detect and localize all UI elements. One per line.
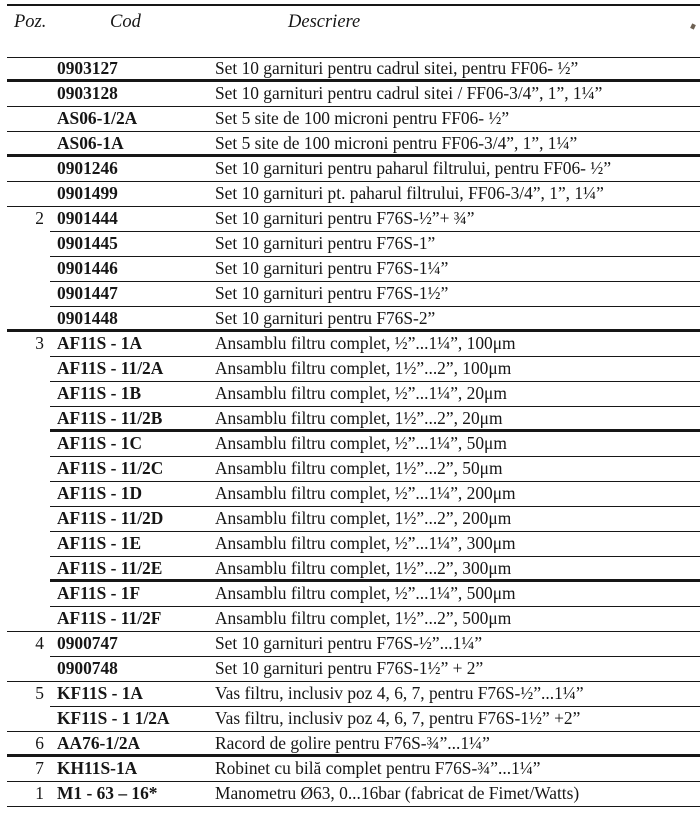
table-row: [0, 607, 700, 632]
descriere-cell: Set 10 garnituri pentru cadrul sitei, pentru FF06- ½”: [215, 58, 579, 78]
poz-cell: [0, 157, 44, 182]
cod-cell: AF11S - 1D: [57, 483, 143, 503]
table-row: [0, 282, 700, 307]
cod-cell: AF11S - 11/2E: [57, 558, 163, 578]
table-row: [0, 357, 700, 382]
table-row: [0, 407, 700, 432]
table-row: [0, 307, 700, 332]
poz-cell: [0, 432, 44, 457]
table-row: [0, 332, 700, 357]
poz-cell: 1: [35, 783, 44, 803]
descriere-cell: Ansamblu filtru complet, ½”...1¼”, 200μm: [215, 483, 516, 503]
poz-cell: [0, 232, 44, 257]
cod-cell: AF11S - 1C: [57, 433, 143, 453]
cod-cell: AF11S - 11/2B: [57, 408, 163, 428]
poz-cell: 2: [35, 208, 44, 228]
cod-cell: M1 - 63 – 16*: [57, 783, 158, 803]
poz-cell: 7: [35, 758, 44, 778]
poz-cell: [0, 182, 44, 207]
table-row: [0, 557, 700, 582]
table-row: [0, 582, 700, 607]
poz-cell: [0, 707, 44, 732]
descriere-cell: Set 10 garnituri pentru F76S-1½” + 2”: [215, 658, 484, 678]
cod-cell: AF11S - 11/2D: [57, 508, 164, 528]
table-row: [0, 82, 700, 107]
row-separator: [7, 806, 700, 807]
column-header-cod: Cod: [110, 12, 141, 32]
poz-cell: [0, 607, 44, 632]
descriere-cell: Set 10 garnituri pentru F76S-½”+ ¾”: [215, 208, 475, 228]
poz-cell: [0, 407, 44, 432]
table-row: [0, 682, 700, 707]
descriere-cell: Ansamblu filtru complet, 1½”...2”, 200μm: [215, 508, 512, 528]
table-row: [0, 757, 700, 782]
poz-cell: [0, 82, 44, 107]
descriere-cell: Set 10 garnituri pentru F76S-1½”: [215, 283, 449, 303]
descriere-cell: Set 10 garnituri pentru F76S-½”...1¼”: [215, 633, 483, 653]
poz-cell: [0, 582, 44, 607]
descriere-cell: Set 10 garnituri pentru cadrul sitei / FF06-3/4”, 1”, 1¼”: [215, 83, 603, 103]
descriere-cell: Ansamblu filtru complet, 1½”...2”, 100μm: [215, 358, 512, 378]
descriere-cell: Ansamblu filtru complet, 1½”...2”, 300μm: [215, 558, 512, 578]
poz-cell: [0, 57, 44, 82]
cod-cell: AF11S - 11/2C: [57, 458, 164, 478]
table-row: [0, 57, 700, 82]
descriere-cell: Set 10 garnituri pentru F76S-1¼”: [215, 258, 449, 278]
poz-cell: 3: [35, 333, 44, 353]
cod-cell: AS06-1A: [57, 133, 124, 153]
descriere-cell: Vas filtru, inclusiv poz 4, 6, 7, pentru F76S-1½” +2”: [215, 708, 581, 728]
table-row: [0, 207, 700, 232]
poz-cell: [0, 132, 44, 157]
table-row: [0, 482, 700, 507]
poz-cell: [0, 657, 44, 682]
cod-cell: AA76-1/2A: [57, 733, 141, 753]
table-row: [0, 657, 700, 682]
cod-cell: AF11S - 11/2F: [57, 608, 162, 628]
descriere-cell: Manometru Ø63, 0...16bar (fabricat de Fimet/Watts): [215, 783, 580, 803]
poz-cell: [0, 557, 44, 582]
descriere-cell: Set 5 site de 100 microni pentru FF06-3/4”, 1”, 1¼”: [215, 133, 578, 153]
descriere-cell: Set 10 garnituri pt. paharul filtrului, FF06-3/4”, 1”, 1¼”: [215, 183, 604, 203]
poz-cell: [0, 482, 44, 507]
table-row: [0, 182, 700, 207]
cod-cell: AS06-1/2A: [57, 108, 138, 128]
poz-cell: [0, 257, 44, 282]
cod-cell: 0901447: [57, 283, 118, 303]
poz-cell: [0, 532, 44, 557]
poz-cell: [0, 382, 44, 407]
table-row: [0, 107, 700, 132]
descriere-cell: Ansamblu filtru complet, ½”...1¼”, 50μm: [215, 433, 507, 453]
descriere-cell: Ansamblu filtru complet, 1½”...2”, 50μm: [215, 458, 503, 478]
table-row: [0, 782, 700, 807]
descriere-cell: Set 5 site de 100 microni pentru FF06- ½”: [215, 108, 510, 128]
table-row: [0, 532, 700, 557]
table-row: [0, 257, 700, 282]
cod-cell: 0900747: [57, 633, 118, 653]
descriere-cell: Set 10 garnituri pentru F76S-2”: [215, 308, 436, 328]
descriere-cell: Ansamblu filtru complet, ½”...1¼”, 100μm: [215, 333, 516, 353]
table-row: [0, 232, 700, 257]
descriere-cell: Robinet cu bilă complet pentru F76S-¾”...1¼”: [215, 758, 541, 778]
table-header: [0, 6, 700, 57]
poz-cell: [0, 357, 44, 382]
cod-cell: 0901448: [57, 308, 118, 328]
poz-cell: 4: [35, 633, 44, 653]
table-row: [0, 732, 700, 757]
poz-cell: 6: [35, 733, 44, 753]
descriere-cell: Set 10 garnituri pentru F76S-1”: [215, 233, 436, 253]
cod-cell: AF11S - 1F: [57, 583, 141, 603]
cod-cell: 0901445: [57, 233, 118, 253]
descriere-cell: Set 10 garnituri pentru paharul filtrului, pentru FF06- ½”: [215, 158, 612, 178]
column-header-poz: Poz.: [14, 12, 47, 32]
cod-cell: 0901444: [57, 208, 118, 228]
poz-cell: [0, 507, 44, 532]
cod-cell: 0903127: [57, 58, 118, 78]
table-body: [0, 57, 700, 807]
column-header-descriere: Descriere: [288, 12, 361, 32]
descriere-cell: Ansamblu filtru complet, ½”...1¼”, 500μm: [215, 583, 516, 603]
table-row: [0, 507, 700, 532]
poz-cell: [0, 282, 44, 307]
cod-cell: 0900748: [57, 658, 118, 678]
cod-cell: KH11S-1A: [57, 758, 138, 778]
table-row: [0, 132, 700, 157]
poz-cell: 5: [35, 683, 44, 703]
cod-cell: 0901246: [57, 158, 118, 178]
cod-cell: KF11S - 1A: [57, 683, 143, 703]
descriere-cell: Vas filtru, inclusiv poz 4, 6, 7, pentru F76S-½”...1¼”: [215, 683, 584, 703]
table-row: [0, 632, 700, 657]
descriere-cell: Ansamblu filtru complet, ½”...1¼”, 20μm: [215, 383, 507, 403]
descriere-cell: Racord de golire pentru F76S-¾”...1¼”: [215, 733, 490, 753]
poz-cell: [0, 107, 44, 132]
table-row: [0, 157, 700, 182]
cod-cell: 0901446: [57, 258, 118, 278]
descriere-cell: Ansamblu filtru complet, ½”...1¼”, 300μm: [215, 533, 516, 553]
table-row: [0, 432, 700, 457]
table-row: [0, 457, 700, 482]
cod-cell: 0901499: [57, 183, 118, 203]
poz-cell: [0, 307, 44, 332]
cod-cell: AF11S - 1A: [57, 333, 143, 353]
descriere-cell: Ansamblu filtru complet, 1½”...2”, 20μm: [215, 408, 503, 428]
table-row: [0, 382, 700, 407]
descriere-cell: Ansamblu filtru complet, 1½”...2”, 500μm: [215, 608, 512, 628]
cod-cell: AF11S - 11/2A: [57, 358, 164, 378]
cod-cell: KF11S - 1 1/2A: [57, 708, 170, 728]
cod-cell: AF11S - 1E: [57, 533, 142, 553]
poz-cell: [0, 457, 44, 482]
cod-cell: 0903128: [57, 83, 118, 103]
table-row: [0, 707, 700, 732]
cod-cell: AF11S - 1B: [57, 383, 142, 403]
